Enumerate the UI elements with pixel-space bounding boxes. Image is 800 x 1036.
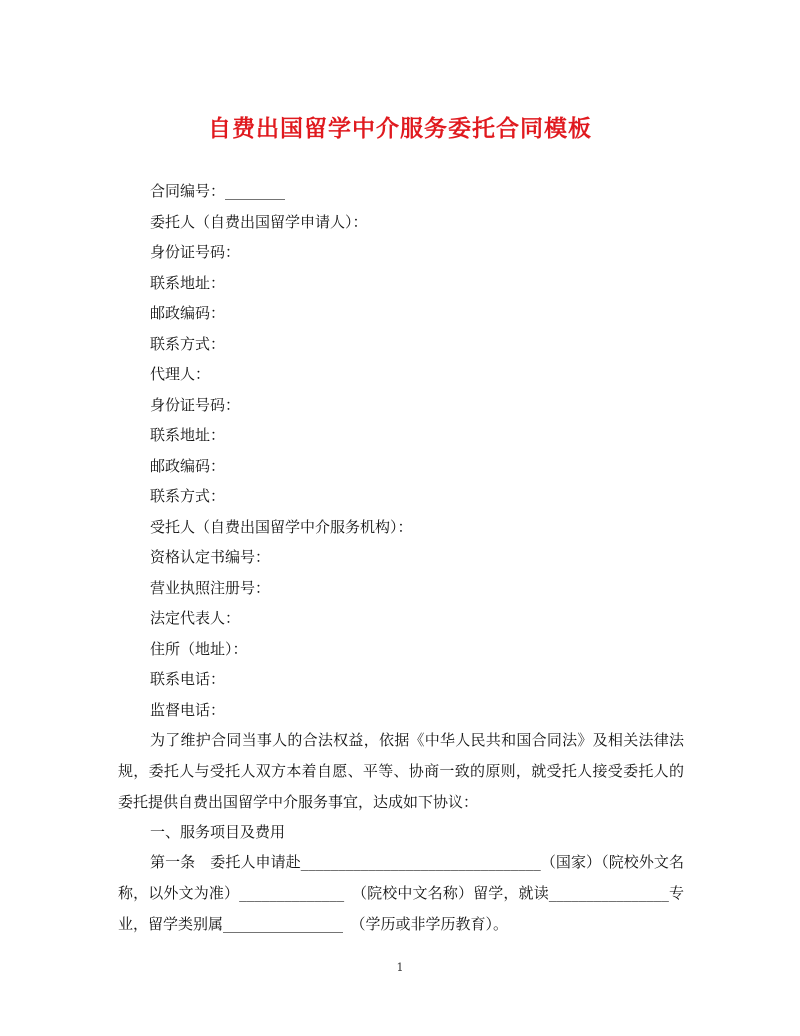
- field-business-license: 营业执照注册号：: [150, 579, 271, 597]
- field-client-id-number: 身份证号码：: [150, 243, 241, 261]
- page-number: 1: [396, 961, 404, 974]
- field-agent-postcode: 邮政编码：: [150, 457, 226, 475]
- field-agent: 代理人：: [150, 365, 211, 383]
- article-1-paragraph: 第一条 委托人申请赴________________________________（国家）（院校外文名称，以外文为准）______________ （院校中文名称）留学，就读________________专业，留学类别属________________ （学历或非学历教育）。: [118, 853, 684, 933]
- field-agent-id-number: 身份证号码：: [150, 396, 241, 414]
- field-supervision-phone: 监督电话：: [150, 701, 226, 719]
- field-client-contact: 联系方式：: [150, 335, 226, 353]
- field-client: 委托人（自费出国留学申请人）：: [150, 213, 368, 231]
- field-phone: 联系电话：: [150, 670, 226, 688]
- field-client-postcode: 邮政编码：: [150, 304, 226, 322]
- preamble-paragraph: 为了维护合同当事人的合法权益，依据《中华人民共和国合同法》及相关法律法规，委托人与受托人双方本着自愿、平等、协商一致的原则，就受托人接受委托人的委托提供自费出国留学中介服务事宜，达成如下协议：: [118, 731, 684, 811]
- field-client-address: 联系地址：: [150, 274, 226, 292]
- field-qualification-number: 资格认定书编号：: [150, 548, 271, 566]
- section-heading: 一、服务项目及费用: [150, 823, 286, 841]
- field-legal-representative: 法定代表人：: [150, 609, 241, 627]
- field-residence-address: 住所（地址）：: [150, 640, 248, 658]
- field-contract-number: 合同编号：________: [150, 182, 286, 200]
- field-agent-contact: 联系方式：: [150, 487, 226, 505]
- document-title: 自费出国留学中介服务委托合同模板: [208, 115, 592, 142]
- field-trustee: 受托人（自费出国留学中介服务机构）：: [150, 518, 413, 536]
- field-agent-address: 联系地址：: [150, 426, 226, 444]
